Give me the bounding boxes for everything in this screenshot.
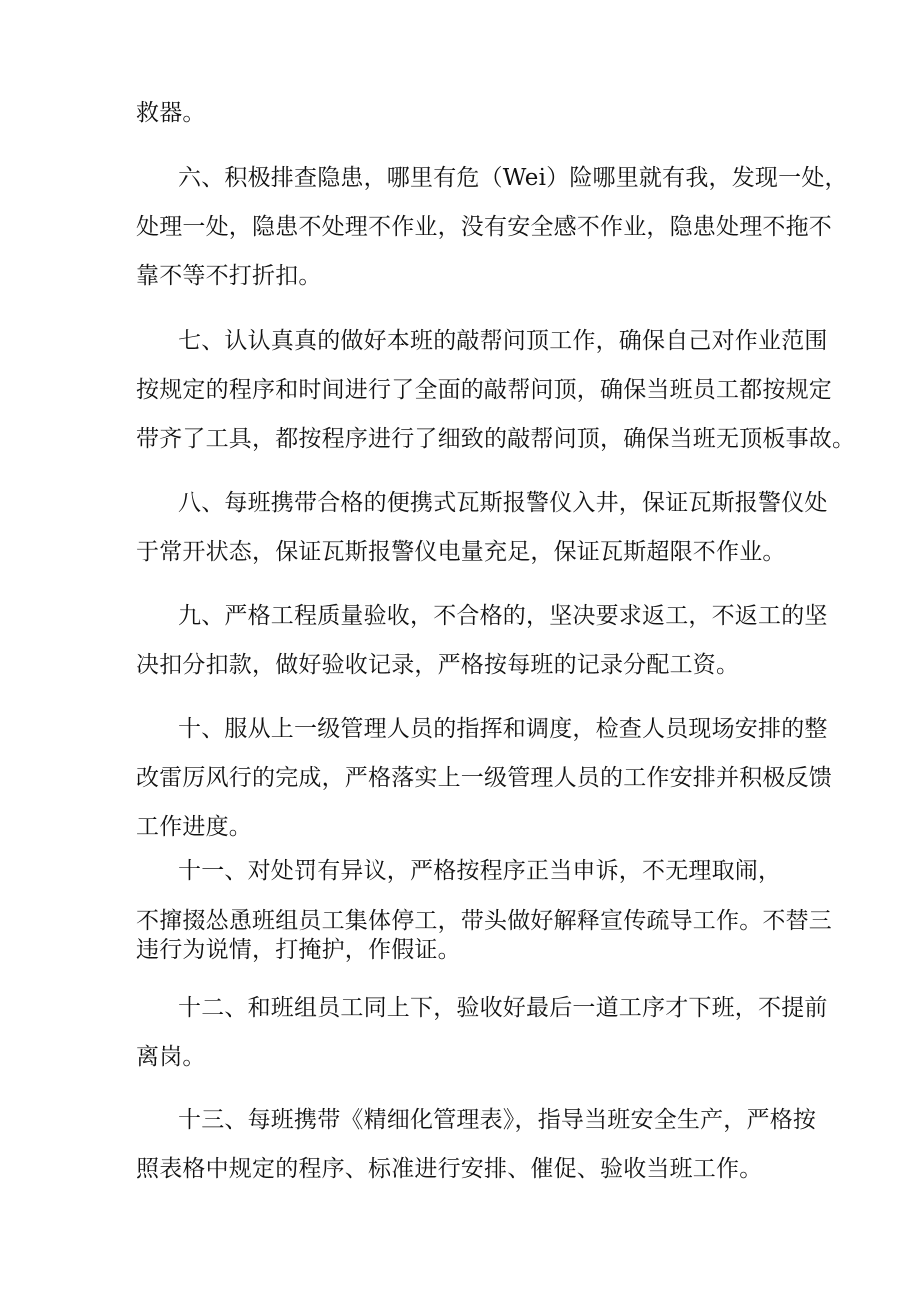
paragraph-9-line-2: 决扣分扣款，做好验收记录，严格按每班的记录分配工资。	[136, 652, 740, 678]
paragraph-10-line-3: 工作进度。	[136, 814, 252, 840]
paragraph-7-line-1: 七、认认真真的做好本班的敲帮问顶工作，确保自己对作业范围	[178, 328, 828, 354]
paragraph-11-line-1: 十一、对处罚有异议，严格按程序正当申诉，不无理取闹，	[178, 858, 782, 884]
paragraph-10-line-1: 十、服从上一级管理人员的指挥和调度，检查人员现场安排的整	[178, 716, 828, 742]
paragraph-12-line-1: 十二、和班组员工同上下，验收好最后一道工序才下班，不提前	[178, 995, 828, 1021]
paragraph-6-line-1: 六、积极排查隐患，哪里有危（Wei）险哪里就有我，发现一处，	[178, 165, 848, 191]
paragraph-10-line-2: 改雷厉风行的完成，严格落实上一级管理人员的工作安排并积极反馈	[136, 765, 832, 791]
paragraph-6-line-3: 靠不等不打折扣。	[136, 263, 322, 289]
paragraph-13-line-1: 十三、每班携带《精细化管理表》，指导当班安全生产，严格按	[178, 1107, 817, 1133]
paragraph-6-line-2: 处理一处，隐患不处理不作业，没有安全感不作业，隐患处理不拖不	[136, 214, 832, 240]
paragraph-8-line-1: 八、每班携带合格的便携式瓦斯报警仪入井，保证瓦斯报警仪处	[178, 490, 828, 516]
paragraph-0-line-1: 救器。	[136, 100, 206, 126]
paragraph-8-line-2: 于常开状态，保证瓦斯报警仪电量充足，保证瓦斯超限不作业。	[136, 539, 786, 565]
paragraph-13-line-2: 照表格中规定的程序、标准进行安排、催促、验收当班工作。	[136, 1156, 763, 1182]
paragraph-11-line-3: 违行为说情，打掩护，作假证。	[136, 937, 461, 963]
paragraph-7-line-2: 按规定的程序和时间进行了全面的敲帮问顶，确保当班员工都按规定	[136, 377, 832, 403]
paragraph-12-line-2: 离岗。	[136, 1044, 206, 1070]
paragraph-9-line-1: 九、严格工程质量验收，不合格的，坚决要求返工，不返工的坚	[178, 603, 828, 629]
paragraph-7-line-3: 带齐了工具，都按程序进行了细致的敲帮问顶，确保当班无顶板事故。	[136, 426, 856, 452]
paragraph-11-line-2: 不撺掇怂恿班组员工集体停工，带头做好解释宣传疏导工作。不替三	[136, 908, 832, 934]
